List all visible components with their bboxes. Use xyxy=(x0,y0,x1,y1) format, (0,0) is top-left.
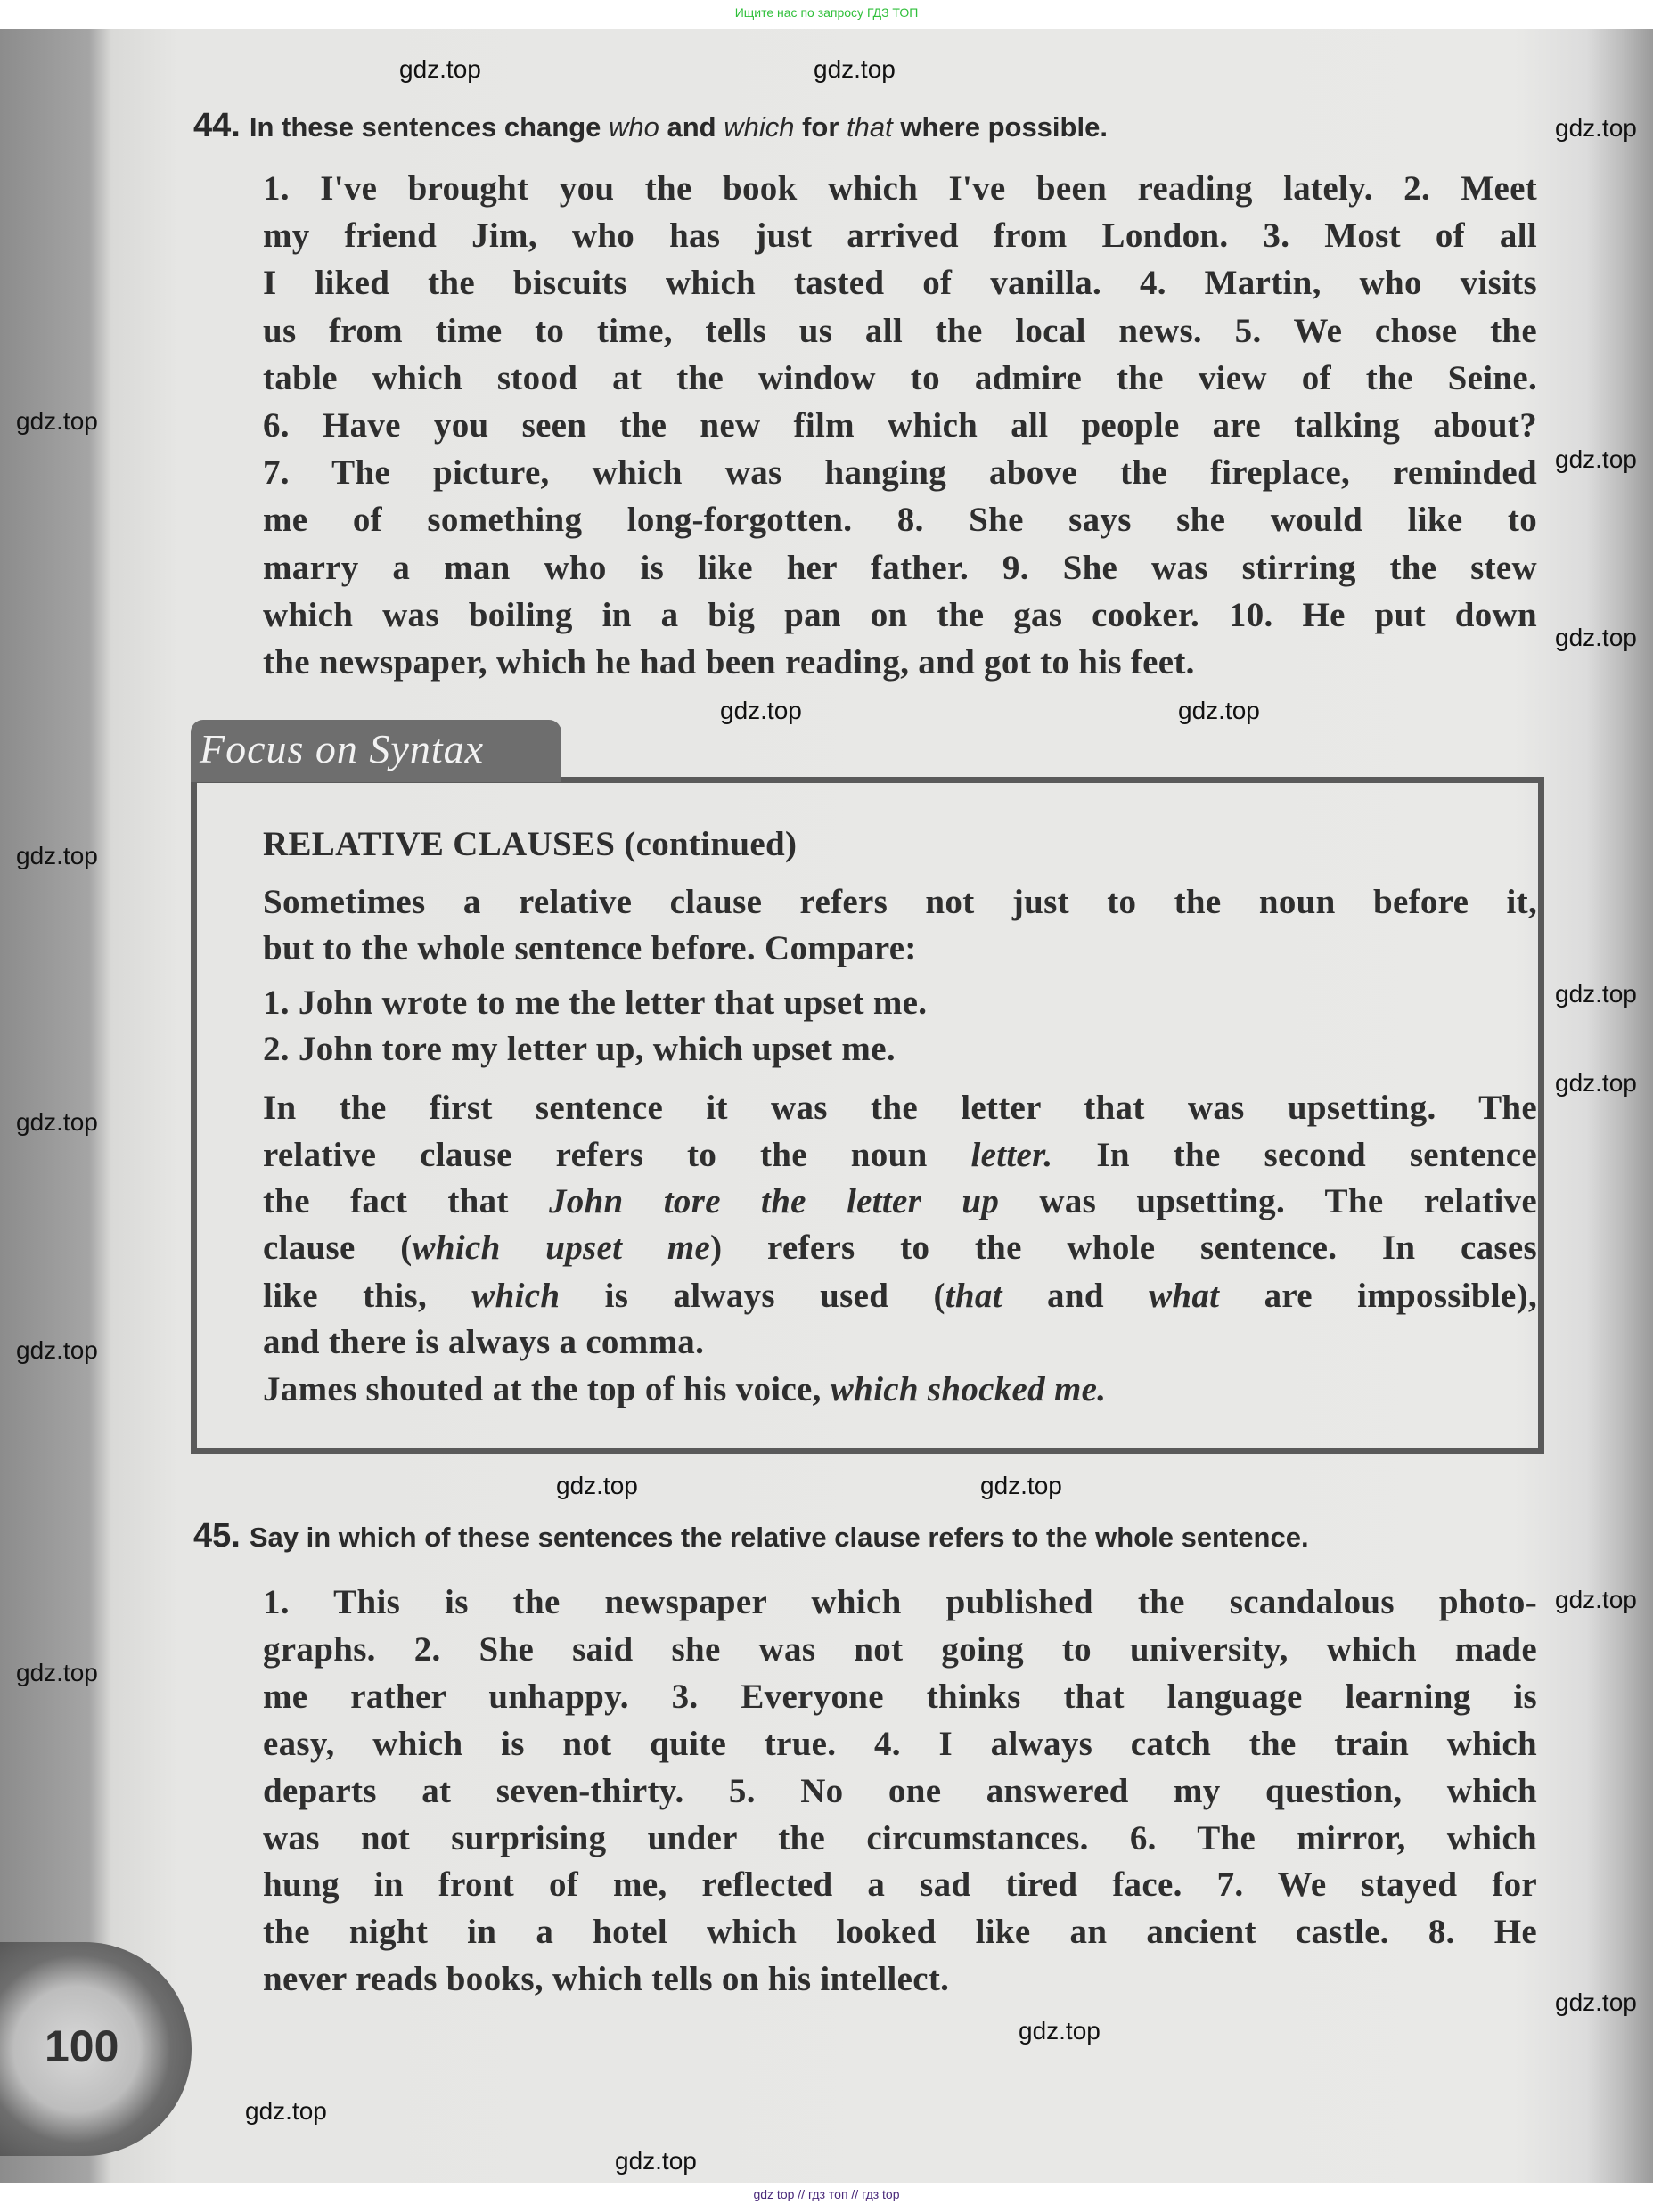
text-line: graphs. 2. She said she was not going to university, which made xyxy=(263,1629,1537,1669)
focus-tab-label: Focus on Syntax xyxy=(200,726,485,771)
text-segment: and xyxy=(1002,1277,1150,1315)
watermark: gdz.top xyxy=(1555,445,1637,473)
text-line: my friend Jim, who has just arrived from London. 3. Most of all xyxy=(263,216,1537,256)
text-line: was not surprising under the circumstances. 6. The mirror, which xyxy=(263,1818,1537,1857)
text-segment: where possible. xyxy=(892,111,1108,143)
text-segment: like this, xyxy=(263,1277,472,1315)
top-banner: Ищите нас по запросу ГДЗ ТОП xyxy=(734,5,919,20)
page-number: 100 xyxy=(45,2021,119,2071)
italic-text: what xyxy=(1149,1277,1220,1315)
text-line: us from time to time, tells us all the local news. 5. We chose the xyxy=(263,311,1537,350)
text-segment: In these sentences change xyxy=(249,111,609,143)
text-segment: 1. John wrote to me the letter that upset me. xyxy=(263,984,928,1022)
text-line: 1. This is the newspaper which published the scandalous photo- xyxy=(263,1583,1537,1621)
text-segment: ) refers to the whole sentence. In cases xyxy=(710,1228,1537,1267)
text-segment: for xyxy=(794,111,847,143)
text-segment: clause ( xyxy=(263,1228,413,1267)
watermark: gdz.top xyxy=(556,1472,638,1499)
text-line: table which stood at the window to admire the view of the Seine. xyxy=(263,358,1537,397)
text-line: I liked the biscuits which tasted of vanilla. 4. Martin, who visits xyxy=(263,264,1537,303)
text-segment: In the first sentence it was the letter that was upsetting. The xyxy=(263,1089,1537,1127)
italic-text: which xyxy=(471,1277,561,1315)
watermark: gdz.top xyxy=(980,1472,1062,1499)
text-segment: relative clause refers to the noun xyxy=(263,1136,971,1174)
text-segment: was upsetting. The relative xyxy=(999,1182,1537,1220)
watermark: gdz.top xyxy=(16,407,98,435)
text-line: marry a man who is like her father. 9. She was stirring the stew xyxy=(263,548,1537,587)
watermark: gdz.top xyxy=(1555,1988,1637,2016)
focus-on-syntax-box xyxy=(191,777,1544,1454)
watermark: gdz.top xyxy=(1178,697,1260,724)
bottom-banner: gdz top // гдз топ // гдз top xyxy=(753,2187,900,2201)
watermark: gdz.top xyxy=(1555,114,1637,142)
exercise-number: 45. xyxy=(193,1517,241,1555)
italic-text: that xyxy=(945,1277,1002,1315)
watermark: gdz.top xyxy=(1019,2017,1101,2045)
focus-on-syntax-tab xyxy=(191,720,561,782)
text-segment: is always used ( xyxy=(560,1277,945,1315)
watermark: gdz.top xyxy=(615,2147,697,2175)
exercise-ex45-heading xyxy=(193,1517,1309,1555)
text-line: hung in front of me, reflected a sad tired face. 7. We stayed for xyxy=(263,1865,1537,1905)
text-segment: Say in which of these sentences the relative clause refers to the whole sentence. xyxy=(249,1522,1309,1553)
text-line: departs at seven-thirty. 5. No one answered my question, which xyxy=(263,1771,1537,1810)
text-segment: Sometimes a relative clause refers not just to the noun before it, xyxy=(263,883,1537,921)
italic-text: which upset me xyxy=(412,1228,711,1267)
text-segment: the fact that xyxy=(263,1182,549,1220)
text-line: which was boiling in a big pan on the gas cooker. 10. He put down xyxy=(263,595,1537,634)
text-segment: In the second sentence xyxy=(1052,1136,1538,1174)
text-line: 6. Have you seen the new film which all people are talking about? xyxy=(263,406,1537,445)
text-segment: and there is always a comma. xyxy=(263,1323,705,1361)
italic-text: who xyxy=(608,111,659,143)
text-segment: but to the whole sentence before. Compare: xyxy=(263,929,917,967)
text-segment: James shouted at the top of his voice, xyxy=(263,1370,831,1408)
watermark: gdz.top xyxy=(399,55,481,83)
watermark: gdz.top xyxy=(1555,624,1637,651)
italic-text: that xyxy=(847,111,893,143)
text-segment: 2. John tore my letter up, which upset me. xyxy=(263,1030,896,1068)
text-segment: RELATIVE CLAUSES (continued) xyxy=(263,825,798,863)
text-line: the night in a hotel which looked like an ancient castle. 8. He xyxy=(263,1913,1537,1952)
watermark: gdz.top xyxy=(16,842,98,869)
watermark: gdz.top xyxy=(16,1336,98,1364)
italic-text: letter. xyxy=(970,1136,1053,1174)
text-segment: are impossible), xyxy=(1219,1277,1537,1315)
text-line: me rather unhappy. 3. Everyone thinks that language learning is xyxy=(263,1677,1537,1716)
text-line: the newspaper, which he had been reading, and got to his feet. xyxy=(263,643,1195,682)
watermark: gdz.top xyxy=(1555,1586,1637,1613)
watermark: gdz.top xyxy=(814,55,896,83)
italic-text: which xyxy=(724,111,795,143)
watermark: gdz.top xyxy=(245,2097,327,2125)
exercise-number: 44. xyxy=(193,107,241,144)
watermark: gdz.top xyxy=(1555,980,1637,1008)
italic-text: which shocked me. xyxy=(830,1370,1107,1408)
watermark: gdz.top xyxy=(1555,1069,1637,1097)
exercise-ex44-heading xyxy=(193,107,1108,145)
text-line: never reads books, which tells on his intellect. xyxy=(263,1960,950,1999)
watermark: gdz.top xyxy=(16,1108,98,1136)
text-line: me of something long-forgotten. 8. She says she would like to xyxy=(263,501,1537,540)
text-line: 1. I've brought you the book which I've been reading lately. 2. Meet xyxy=(263,169,1537,208)
text-segment: and xyxy=(659,111,724,143)
text-line: easy, which is not quite true. 4. I always catch the train which xyxy=(263,1724,1537,1763)
watermark: gdz.top xyxy=(16,1659,98,1686)
watermark: gdz.top xyxy=(720,697,802,724)
italic-text: John tore the letter up xyxy=(548,1182,1000,1220)
text-line: 7. The picture, which was hanging above the fireplace, reminded xyxy=(263,453,1537,493)
